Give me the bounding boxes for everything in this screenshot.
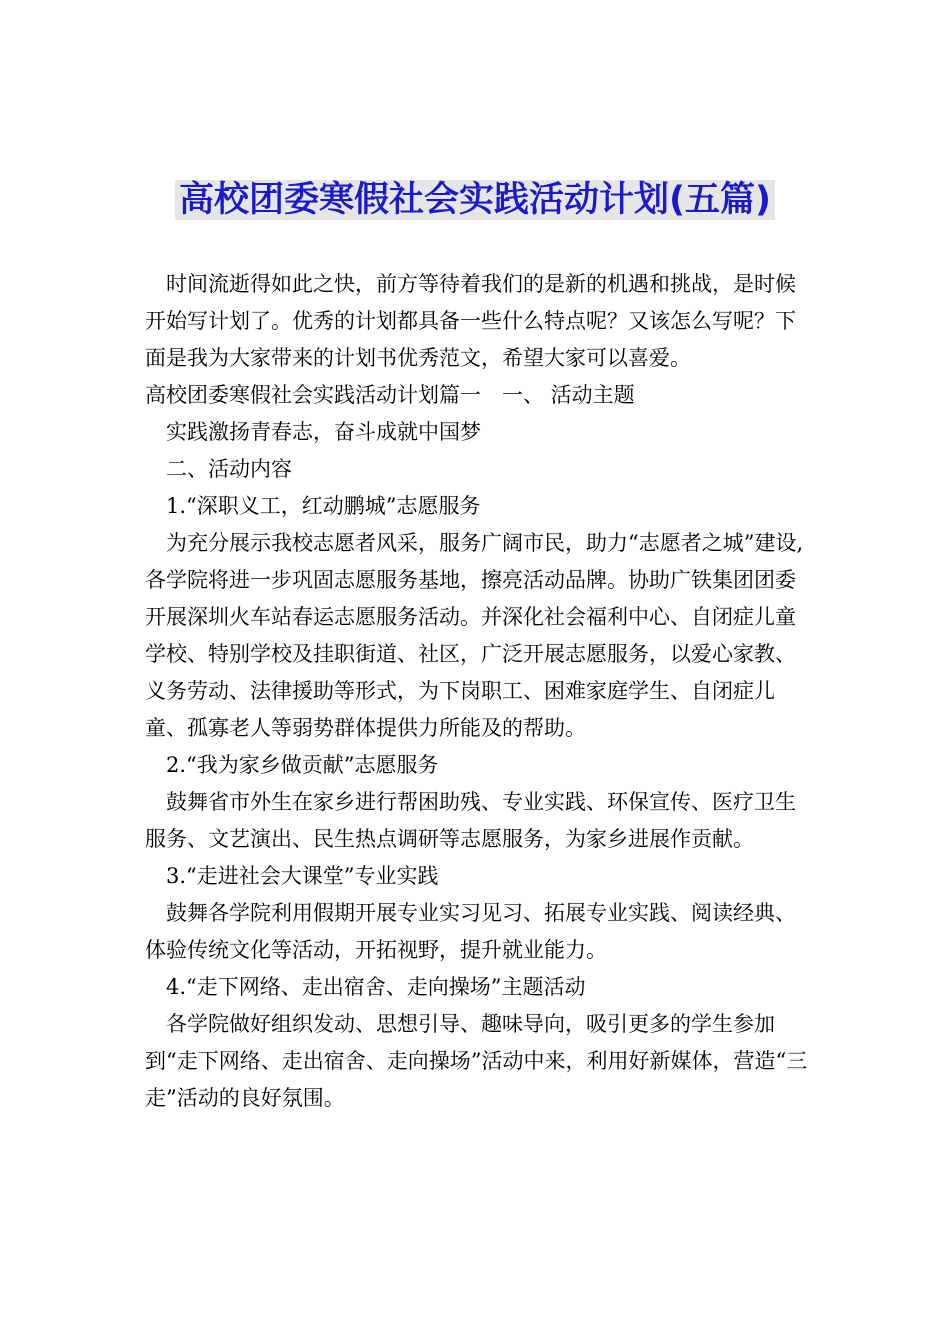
paragraph-item-1-heading: 1.“深职义工，红动鹏城”志愿服务 (166, 494, 481, 518)
paragraph-section-heading: 高校团委寒假社会实践活动计划篇一 一、 活动主题 (145, 383, 635, 407)
paragraph-item-1-body: 为充分展示我校志愿者风采，服务广阔市民，助力“志愿者之城”建设,各学院将进一步巩固志愿服务基地，擦亮活动品牌。协助广铁集团团委开展深圳火车站春运志愿服务活动。并深化社会福利中心、自闭症儿童学校、特别学校及挂职街道、社区，广泛开展志愿服务，以爱心家教、义务劳动、法律援助等形式，为下岗职工、困难家庭学生、自闭症儿童、孤寡老人等弱势群体提供力所能及的帮助。 (145, 531, 804, 740)
paragraph-content-heading: 二、活动内容 (166, 457, 292, 481)
paragraph-item-2-heading: 2.“我为家乡做贡献”志愿服务 (166, 753, 439, 777)
paragraph-intro: 时间流逝得如此之快，前方等待着我们的是新的机遇和挑战，是时候开始写计划了。优秀的计划都具备一些什么特点呢？又该怎么写呢？下面是我为大家带来的计划书优秀范文，希望大家可以喜爱。 (145, 272, 796, 370)
paragraph-theme: 实践激扬青春志，奋斗成就中国梦 (166, 420, 481, 444)
document-title-text: 高校团委寒假社会实践活动计划(五篇) (175, 180, 775, 220)
paragraph-item-2-body: 鼓舞省市外生在家乡进行帮困助残、专业实践、环保宣传、医疗卫生服务、文艺演出、民生热点调研等志愿服务，为家乡进展作贡献。 (145, 790, 796, 851)
paragraph-item-4-heading: 4.“走下网络、走出宿舍、走向操场”主题活动 (166, 975, 586, 999)
paragraph-item-3-body: 鼓舞各学院利用假期开展专业实习见习、拓展专业实践、阅读经典、体验传统文化等活动，开拓视野，提升就业能力。 (145, 901, 796, 962)
paragraph-item-4-body: 各学院做好组织发动、思想引导、趣味导向，吸引更多的学生参加到“走下网络、走出宿舍、走向操场”活动中来，利用好新媒体，营造“三走”活动的良好氛围。 (145, 1012, 808, 1110)
document-body (145, 266, 815, 1117)
document-title (0, 176, 950, 224)
paragraph-item-3-heading: 3.“走进社会大课堂”专业实践 (166, 864, 439, 888)
